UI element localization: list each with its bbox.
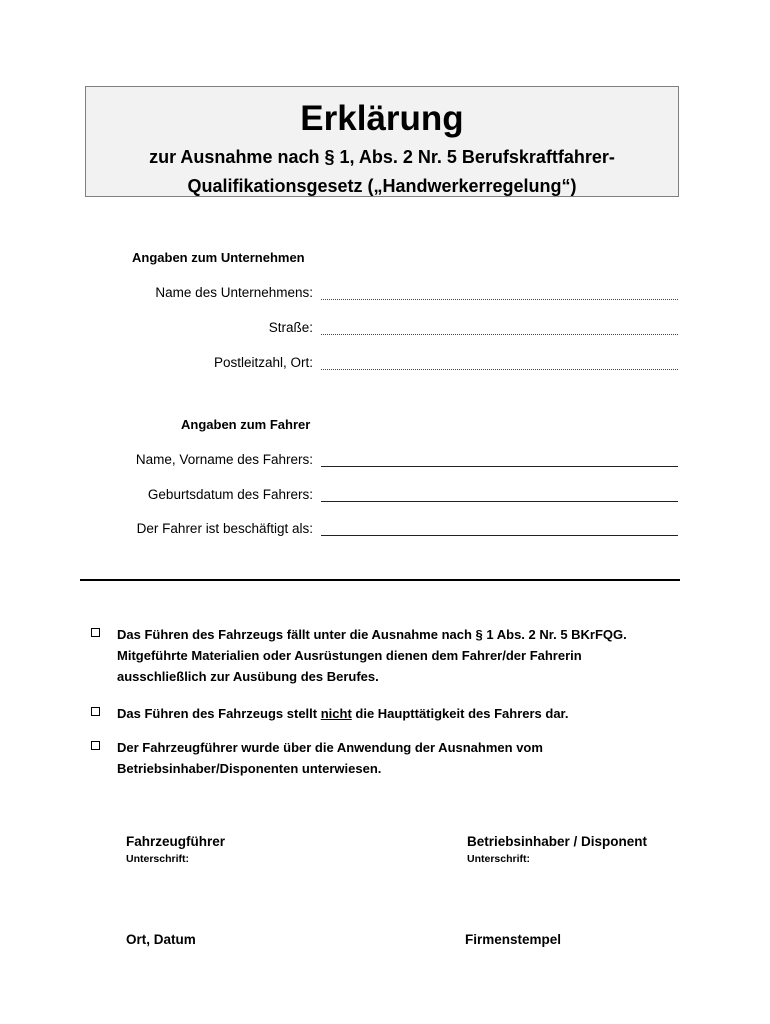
driver-employment-field[interactable] — [321, 535, 678, 536]
driver-section-heading: Angaben zum Fahrer — [181, 417, 311, 432]
company-section-heading: Angaben zum Unternehmen — [132, 250, 305, 265]
street-label: Straße: — [268, 320, 313, 335]
owner-signature-label: Unterschrift: — [467, 853, 531, 865]
company-name-label: Name des Unternehmens: — [155, 285, 313, 300]
street-field[interactable] — [321, 334, 678, 335]
driver-signature-title: Fahrzeugführer — [126, 834, 226, 849]
declaration-3-checkbox[interactable] — [91, 741, 100, 750]
driver-birthdate-field[interactable] — [321, 501, 678, 502]
company-stamp-label: Firmenstempel — [465, 932, 562, 947]
document-subtitle-line-1: zur Ausnahme nach § 1, Abs. 2 Nr. 5 Berufskraftfahrer- — [149, 147, 615, 167]
owner-signature-title: Betriebsinhaber / Disponent — [467, 834, 648, 849]
postcode-city-label: Postleitzahl, Ort: — [213, 355, 313, 370]
company-name-field[interactable] — [321, 299, 678, 300]
declaration-3-text: Der Fahrzeugführer wurde über die Anwendung der Ausnahmen vom Betriebsinhaber/Disponenten unterwiesen. — [117, 740, 543, 776]
declaration-1-text: Das Führen des Fahrzeugs fällt unter die Ausnahme nach § 1 Abs. 2 Nr. 5 BKrFQG. Mitgeführte Materialien oder Ausrüstungen dienen dem Fahrer/der Fahrerin ausschließlich zur Ausübung des Berufes. — [117, 627, 627, 684]
section-divider — [80, 579, 680, 581]
driver-birthdate-label: Geburtsdatum des Fahrers: — [147, 487, 313, 502]
declaration-2-text-after: die Haupttätigkeit des Fahrers dar. — [351, 706, 569, 721]
title-box — [85, 86, 679, 197]
place-date-label: Ort, Datum — [126, 932, 196, 947]
document-subtitle-line-2: Qualifikationsgesetz („Handwerkerregelung“) — [187, 176, 577, 196]
driver-employment-label: Der Fahrer ist beschäftigt als: — [136, 521, 313, 536]
postcode-city-field[interactable] — [321, 369, 678, 370]
driver-name-label: Name, Vorname des Fahrers: — [135, 452, 313, 467]
declaration-2-text — [117, 703, 662, 724]
declaration-2-checkbox[interactable] — [91, 707, 100, 716]
document-title: Erklärung — [300, 99, 464, 138]
declaration-1-checkbox[interactable] — [91, 628, 100, 637]
declaration-2-text-before: Das Führen des Fahrzeugs stellt — [117, 706, 321, 721]
declaration-2-text-emphasis: nicht — [320, 706, 352, 721]
driver-signature-label: Unterschrift: — [126, 853, 190, 865]
driver-name-field[interactable] — [321, 466, 678, 467]
